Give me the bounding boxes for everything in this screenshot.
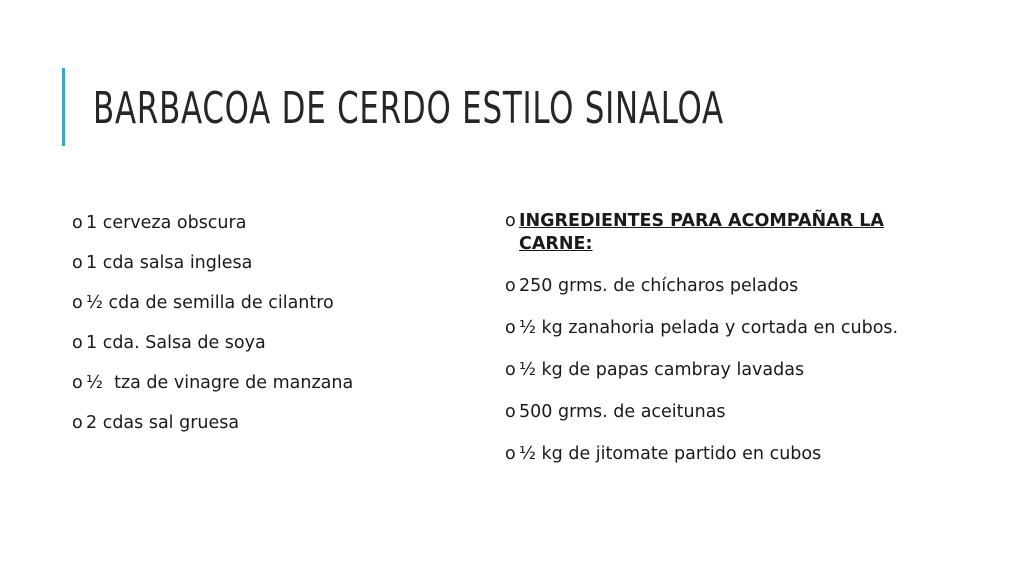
list-item	[505, 401, 905, 424]
list-item-text: 500 grms. de aceitunas	[519, 402, 726, 422]
list-item-text: 2 cdas sal gruesa	[86, 413, 240, 433]
slide-title: BARBACOA DE CERDO ESTILO SINALOA	[93, 83, 724, 134]
list-heading-text: INGREDIENTES PARA ACOMPAÑAR LA CARNE:	[519, 211, 884, 254]
bullet-icon: o	[505, 211, 516, 231]
list-item	[505, 317, 905, 340]
list-item	[72, 292, 472, 315]
bullet-icon: o	[505, 360, 516, 380]
bullet-icon: o	[72, 293, 83, 313]
list-item	[505, 275, 905, 298]
list-item	[72, 212, 472, 235]
list-item-text: ½ cda de semilla de cilantro	[86, 293, 334, 313]
list-item-text: 1 cda salsa inglesa	[86, 253, 253, 273]
list-item	[505, 443, 905, 466]
bullet-icon: o	[72, 373, 83, 393]
bullet-icon: o	[505, 444, 516, 464]
bullet-icon: o	[72, 213, 83, 233]
list-item	[72, 372, 472, 395]
left-ingredient-list	[72, 212, 472, 452]
list-item-text: ½ kg zanahoria pelada y cortada en cubos.	[519, 318, 899, 338]
list-item-text: 1 cerveza obscura	[86, 213, 247, 233]
bullet-icon: o	[72, 253, 83, 273]
bullet-icon: o	[505, 276, 516, 296]
bullet-icon: o	[72, 413, 83, 433]
list-item	[72, 412, 472, 435]
bullet-icon: o	[72, 333, 83, 353]
list-item	[505, 359, 905, 382]
right-ingredient-list	[505, 210, 905, 485]
list-item-text: ½ kg de papas cambray lavadas	[519, 360, 805, 380]
title-accent-bar	[62, 68, 65, 146]
bullet-icon: o	[505, 318, 516, 338]
list-item-text: ½ tza de vinagre de manzana	[86, 373, 354, 393]
list-item	[72, 252, 472, 275]
list-heading	[505, 210, 905, 256]
list-item-text: 250 grms. de chícharos pelados	[519, 276, 799, 296]
list-item	[72, 332, 472, 355]
list-item-text: ½ kg de jitomate partido en cubos	[519, 444, 822, 464]
list-item-text: 1 cda. Salsa de soya	[86, 333, 266, 353]
bullet-icon: o	[505, 402, 516, 422]
